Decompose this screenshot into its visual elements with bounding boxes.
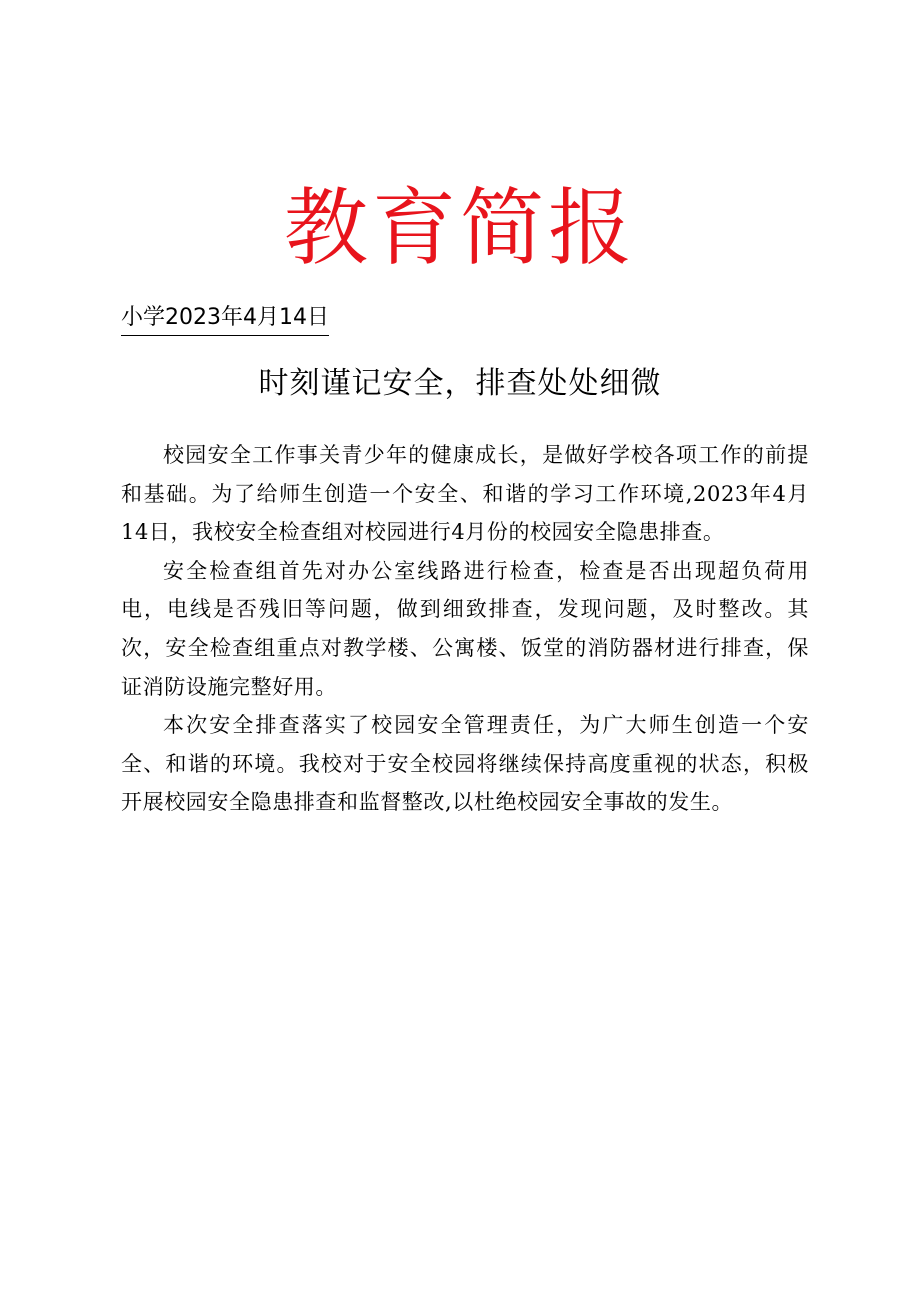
paragraph-1: 校园安全工作事关青少年的健康成长，是做好学校各项工作的前提和基础。为了给师生创造一个安全、和谐的学习工作环境,2023年4月14日，我校安全检查组对校园进行4月份的校园安全隐患排查。 xyxy=(121,443,809,545)
paragraph-2: 安全检查组首先对办公室线路进行检查，检查是否出现超负荷用电，电线是否残旧等问题，做到细致排查，发现问题，及时整改。其次，安全检查组重点对教学楼、公寓楼、饭堂的消防器材进行排查，保证消防设施完整好用。 xyxy=(121,558,809,699)
paragraph-3: 本次安全排查落实了校园安全管理责任，为广大师生创造一个安全、和谐的环境。我校对于安全校园将继续保持高度重视的状态，积极开展校园安全隐患排查和监督整改,以杜绝校园安全事故的发生。 xyxy=(121,713,809,815)
masthead-title: 教育简报 xyxy=(283,179,636,277)
article-title: 时刻谨记安全，排查处处细微 xyxy=(258,366,662,401)
dateline: 小学2023年4月14日 xyxy=(121,303,329,336)
article-body xyxy=(121,436,809,822)
